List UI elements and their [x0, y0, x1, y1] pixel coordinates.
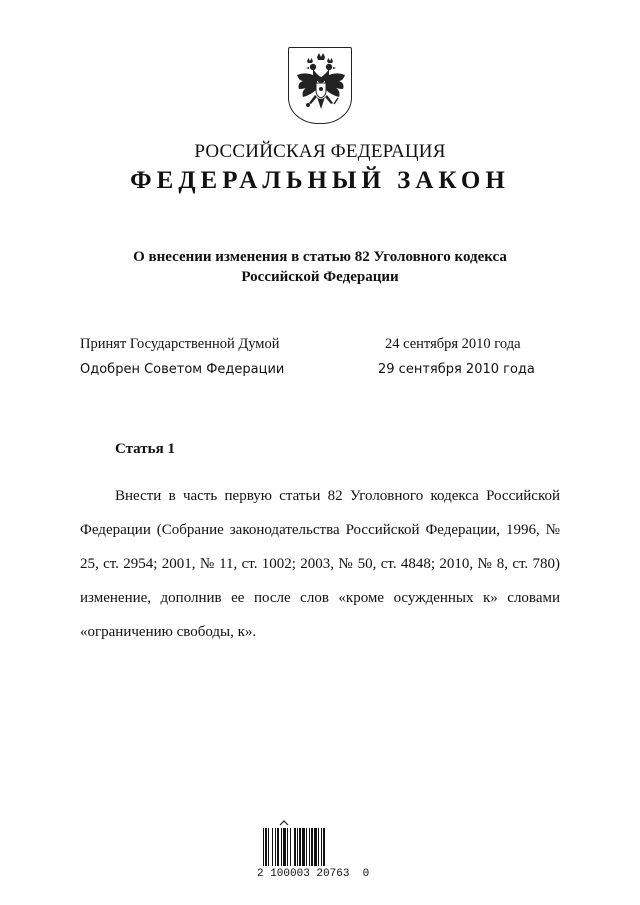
barcode-icon: [261, 828, 351, 868]
barcode: [257, 820, 370, 886]
document-type: ФЕДЕРАЛЬНЫЙ ЗАКОН: [130, 167, 510, 194]
adoption-label: Одобрен Советом Федерации: [80, 362, 285, 377]
barcode-bar: [318, 828, 319, 866]
article-heading: Статья 1: [115, 441, 175, 457]
adoption-label: Принят Государственной Думой: [80, 336, 280, 352]
country-name: РОССИЙСКАЯ ФЕДЕРАЦИЯ: [194, 141, 446, 162]
barcode-bar: [321, 828, 322, 866]
barcode-bar: [299, 828, 301, 866]
barcode-bar: [265, 828, 267, 866]
adoption-date: 29 сентября 2010 года: [378, 362, 535, 377]
law-title-line-2: Российской Федерации: [241, 269, 399, 285]
barcode-bar: [297, 828, 298, 866]
law-title: [60, 247, 580, 287]
law-title-line-1: О внесении изменения в статью 82 Уголовного кодекса: [133, 249, 507, 265]
state-emblem-icon: [288, 47, 352, 124]
barcode-bar: [272, 828, 273, 866]
barcode-bar: [302, 828, 305, 866]
barcode-bar: [277, 828, 279, 866]
barcode-bar: [314, 828, 317, 866]
article-body: Внести в часть первую статьи 82 Уголовного кодекса Российской Федерации (Собрание законодательства Российской Федерации, 1996, № 25, ст. 2954; 2001, № 11, ст. 1002; 2003, № 50, ст. 4848; 2010, № 8, ст. 780) изменение, дополнив ее после слов «кроме осужденных к» словами «ограничению свободы, к».: [80, 488, 560, 640]
barcode-bar: [263, 828, 264, 866]
barcode-bar: [311, 828, 313, 866]
barcode-bar: [268, 828, 269, 866]
barcode-bar: [309, 828, 310, 866]
barcode-bar: [290, 828, 291, 866]
barcode-mark-icon: [279, 820, 289, 826]
barcode-bar: [283, 828, 286, 866]
barcode-bar: [294, 828, 296, 866]
barcode-bar: [287, 828, 288, 866]
barcode-bar: [281, 828, 282, 866]
barcode-bar: [306, 828, 307, 866]
barcode-bar: [275, 828, 276, 866]
barcode-bar: [323, 828, 325, 866]
adoption-date: 24 сентября 2010 года: [385, 336, 521, 352]
barcode-number: 2 100003 20763 0: [257, 868, 370, 880]
